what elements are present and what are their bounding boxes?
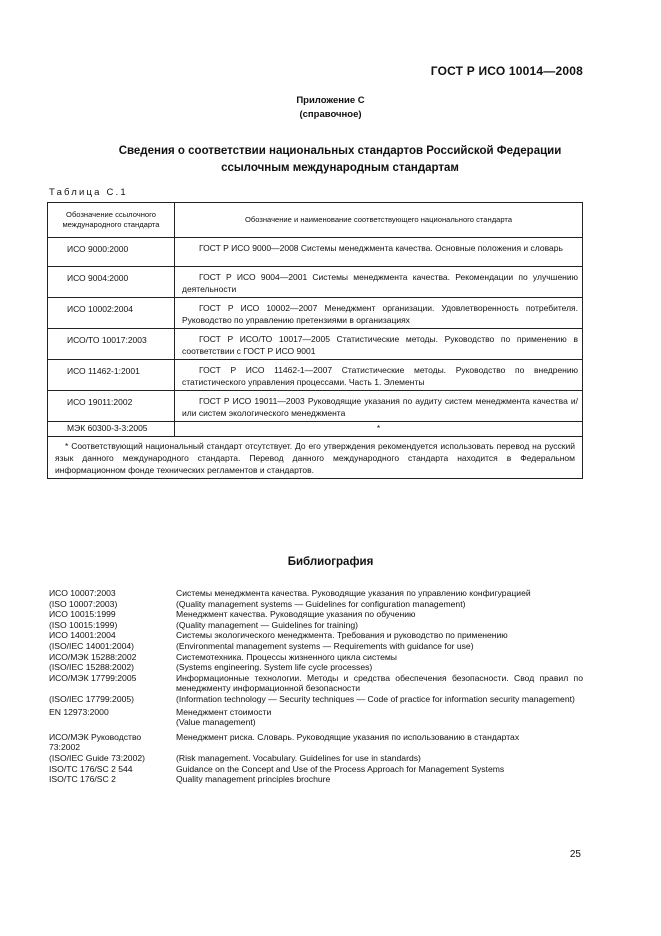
- list-item: [49, 588, 583, 599]
- section-title-line1: Сведения о соответствии национальных стандартов Российской Федерации: [118, 145, 562, 157]
- row-text: ГОСТ Р ИСО/ТО 10017—2005 Статистические методы. Руководство по применению в соответствии с ГОСТ Р ИСО 9001: [182, 334, 578, 356]
- row-national-standard: *: [175, 422, 583, 437]
- row-text: ГОСТ Р ИСО 9004—2001 Системы менеджмента качества. Рекомендации по улучшению деятельности: [182, 272, 578, 294]
- row-text: ГОСТ Р ИСО 10002—2007 Менеджмент организации. Удовлетворенность потребителя. Руководство по управлению претензиями в организациях: [182, 303, 578, 325]
- bib-ref: ISO/TC 176/SC 2 544: [49, 763, 133, 774]
- bib-ref: ИСО/МЭК Руководство 73:2002: [49, 731, 142, 753]
- list-item: [49, 764, 583, 775]
- list-item: [49, 774, 583, 785]
- list-item: [49, 630, 583, 641]
- table-footnote-row: [48, 436, 583, 478]
- row-national-standard: [175, 391, 583, 422]
- row-national-standard: [175, 329, 583, 360]
- section-title-line2: ссылочным международным стандартам: [221, 162, 459, 174]
- bib-title: Системы менеджмента качества. Руководящие указания по управлению конфигурацией: [176, 588, 531, 598]
- row-text: ГОСТ Р ИСО 19011—2003 Руководящие указания по аудиту систем менеджмента качества и/или систем экологического менеджмента: [182, 396, 578, 418]
- document-number: ГОСТ Р ИСО 10014—2008: [430, 64, 583, 78]
- bib-title: Guidance on the Concept and Use of the Process Approach for Management Systems: [176, 763, 505, 774]
- page-number: 25: [569, 849, 581, 860]
- bib-title: Quality management principles brochure: [176, 774, 331, 785]
- bibliography-title: Библиография: [287, 556, 374, 568]
- row-text: ГОСТ Р ИСО 9000—2008 Системы менеджмента качества. Основные положения и словарь: [199, 243, 563, 253]
- list-item: [49, 609, 583, 620]
- bib-ref: ISO/TC 176/SC 2: [49, 774, 116, 785]
- row-reference: ИСО 9000:2000: [48, 238, 175, 267]
- table-row: [48, 422, 583, 437]
- bib-ref: ИСО 10007:2003: [49, 588, 116, 598]
- section-title: [60, 143, 620, 177]
- table-header-row: [48, 203, 583, 238]
- bib-ref: (ISO/IEC 17799:2005): [49, 693, 135, 704]
- annex-status: (справочное): [299, 109, 362, 120]
- bib-ref: EN 12973:2000: [49, 706, 109, 717]
- row-reference: ИСО/ТО 10017:2003: [48, 329, 175, 360]
- list-item: [49, 620, 583, 631]
- bib-title: Менеджмент стоимости (Value management): [176, 706, 272, 728]
- table-row: [48, 267, 583, 298]
- table-row: [48, 360, 583, 391]
- table-footnote: [48, 436, 583, 478]
- bibliography-list: [49, 588, 583, 785]
- bib-title: (Quality management systems — Guidelines for configuration management): [176, 598, 466, 609]
- list-item: [49, 707, 583, 728]
- bib-title: Системы экологического менеджмента. Требования и руководство по применению: [176, 630, 508, 641]
- list-item: [49, 652, 583, 663]
- standards-table: [47, 202, 583, 479]
- bib-ref: (ISO/IEC 14001:2004): [49, 640, 135, 651]
- list-item: [49, 641, 583, 652]
- row-national-standard: [175, 360, 583, 391]
- bib-ref: (ISO 10007:2003): [49, 598, 118, 609]
- bib-title: Системотехника. Процессы жизненного цикла системы: [176, 651, 397, 662]
- list-item: [49, 662, 583, 673]
- table-row: [48, 298, 583, 329]
- table-row: [48, 329, 583, 360]
- row-national-standard: [175, 238, 583, 267]
- footnote-text: * Соответствующий национальный стандарт отсутствует. До его утверждения рекомендуется использовать перевод на русский язык данного международного стандарта. Перевод данного международного стандарта находится в Федеральном информационном фонде технических регламентов и стандартов.: [55, 440, 575, 475]
- list-item: [49, 694, 583, 705]
- row-reference: ИСО 19011:2002: [48, 391, 175, 422]
- bib-title: Менеджмент качества. Руководящие указания по обучению: [176, 609, 416, 620]
- row-reference: ИСО 10002:2004: [48, 298, 175, 329]
- bib-title: (Quality management — Guidelines for training): [176, 619, 358, 630]
- bib-title: Информационные технологии. Методы и средства обеспечения безопасности. Свод правил по менеджменту информационной безопасности: [176, 672, 583, 694]
- bib-ref: ИСО/МЭК 17799:2005: [49, 672, 137, 683]
- bib-title: (Systems engineering. System life cycle processes): [176, 662, 373, 673]
- list-item: [49, 732, 583, 753]
- table-row: [48, 391, 583, 422]
- list-item: [49, 673, 583, 694]
- bib-title: Менеджмент риска. Словарь. Руководящие указания по использованию в стандартах: [176, 731, 520, 742]
- list-item: [49, 599, 583, 610]
- list-item: [49, 753, 583, 764]
- bib-ref: ИСО/МЭК 15288:2002: [49, 651, 137, 662]
- bib-ref: ИСО 10015:1999: [49, 609, 116, 620]
- bib-title: (Environmental management systems — Requirements with guidance for use): [176, 640, 474, 651]
- row-reference: МЭК 60300-3-3:2005: [48, 422, 175, 437]
- table-caption: Таблица С.1: [49, 187, 128, 198]
- header-col-reference: Обозначение ссылочного международного стандарта: [48, 203, 175, 238]
- bib-ref: (ISO/IEC 15288:2002): [49, 662, 135, 673]
- table-row: [48, 238, 583, 267]
- row-reference: ИСО 9004:2000: [48, 267, 175, 298]
- row-national-standard: [175, 267, 583, 298]
- bib-ref: ИСО 14001:2004: [49, 630, 116, 641]
- bib-title: (Information technology — Security techniques — Code of practice for information security management): [176, 693, 575, 704]
- header-col-national: Обозначение и наименование соответствующего национального стандарта: [175, 203, 583, 238]
- bib-ref: (ISO 10015:1999): [49, 619, 118, 630]
- row-text: ГОСТ Р ИСО 11462-1—2007 Статистические методы. Руководство по внедрению статистического управления процессами. Часть 1. Элементы: [182, 365, 578, 387]
- row-national-standard: [175, 298, 583, 329]
- row-reference: ИСО 11462-1:2001: [48, 360, 175, 391]
- bib-ref: (ISO/IEC Guide 73:2002): [49, 752, 146, 763]
- bib-title: (Risk management. Vocabulary. Guidelines for use in standards): [176, 752, 421, 763]
- annex-title: Приложение С: [296, 95, 365, 106]
